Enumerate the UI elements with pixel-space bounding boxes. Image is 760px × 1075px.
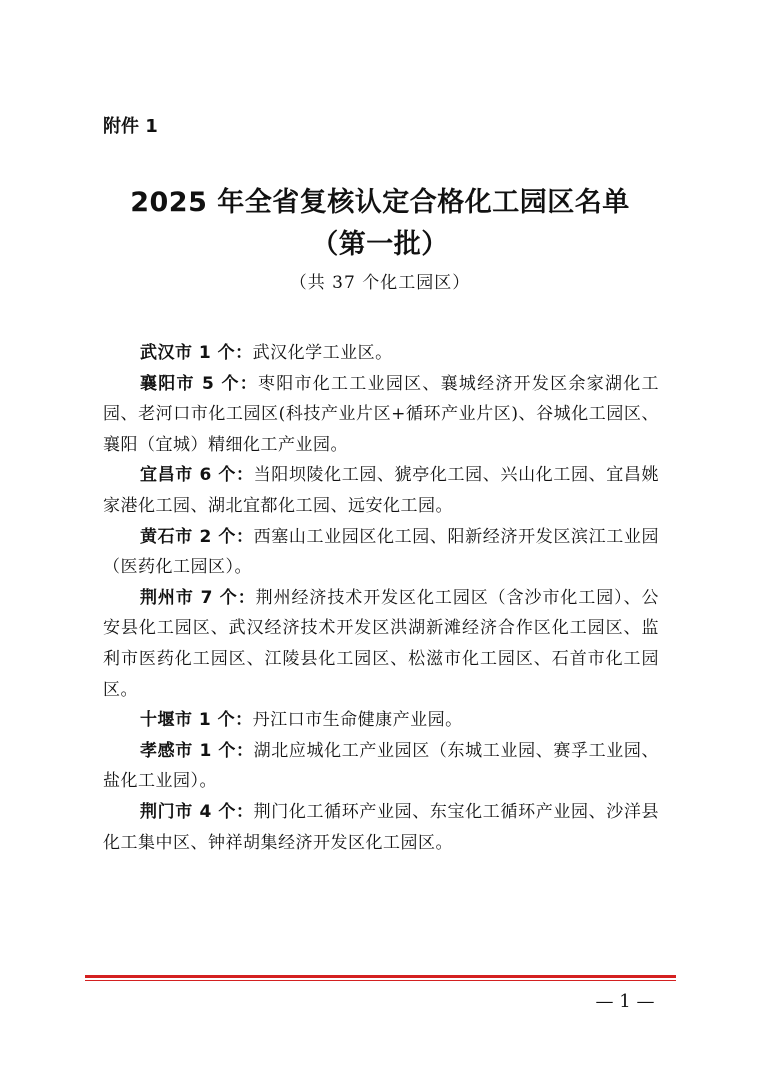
park-names: 荆门化工循环产业园、东宝化工循环产业园、沙洋县化工集中区、钟祥胡集经济开发区化工园区。 xyxy=(103,801,659,853)
park-names: 荆州经济技术开发区化工园区（含沙市化工园）、公安县化工园区、武汉经济技术开发区洪湖新滩经济合作区化工园区、监利市医药化工园区、江陵县化工园区、松滋市化工园区、石首市化工园区。 xyxy=(103,587,660,700)
park-names: 西塞山工业园区化工园、阳新经济开发区滨江工业园（医药化工园区）。 xyxy=(103,526,659,578)
city-label: 襄阳市 5 个： xyxy=(140,373,258,394)
park-names: 湖北应城化工产业园区（东城工业园、赛孚工业园、盐化工业园）。 xyxy=(103,740,659,792)
city-label: 宜昌市 6 个： xyxy=(140,465,254,486)
park-list xyxy=(103,338,659,858)
list-item xyxy=(103,583,659,705)
document-title-batch: （第一批） xyxy=(311,229,449,260)
list-item xyxy=(103,338,659,369)
city-label: 十堰市 1 个： xyxy=(140,710,253,731)
park-names: 丹江口市生命健康产业园。 xyxy=(252,710,463,731)
park-names: 武汉化学工业区。 xyxy=(252,343,393,363)
city-label: 孝感市 1 个： xyxy=(140,740,254,761)
list-item xyxy=(103,522,659,583)
city-label: 武汉市 1 个： xyxy=(140,343,253,363)
document-title: 2025 年全省复核认定合格化工园区名单 xyxy=(130,187,630,218)
list-item xyxy=(103,736,659,797)
city-label: 荆门市 4 个： xyxy=(140,801,254,822)
park-names: 枣阳市化工工业园区、襄城经济开发区余家湖化工园、老河口市化工园区(科技产业片区+循环产业片区)、谷城化工园区、襄阳（宜城）精细化工产业园。 xyxy=(103,373,659,455)
attachment-label: 附件 1 xyxy=(103,116,158,137)
list-item xyxy=(103,705,659,736)
footer-rule-thin xyxy=(85,980,676,981)
city-label: 荆州市 7 个： xyxy=(140,587,256,608)
list-item xyxy=(103,369,659,461)
footer-rule-thick xyxy=(85,975,676,978)
document-subtitle: （共 37 个化工园区） xyxy=(289,273,471,293)
list-item xyxy=(103,797,659,858)
list-item xyxy=(103,460,659,521)
park-names: 当阳坝陵化工园、猇亭化工园、兴山化工园、宜昌姚家港化工园、湖北宜都化工园、远安化工园。 xyxy=(103,465,659,516)
page-number: — 1 — xyxy=(595,991,655,1012)
city-label: 黄石市 2 个： xyxy=(140,526,254,547)
